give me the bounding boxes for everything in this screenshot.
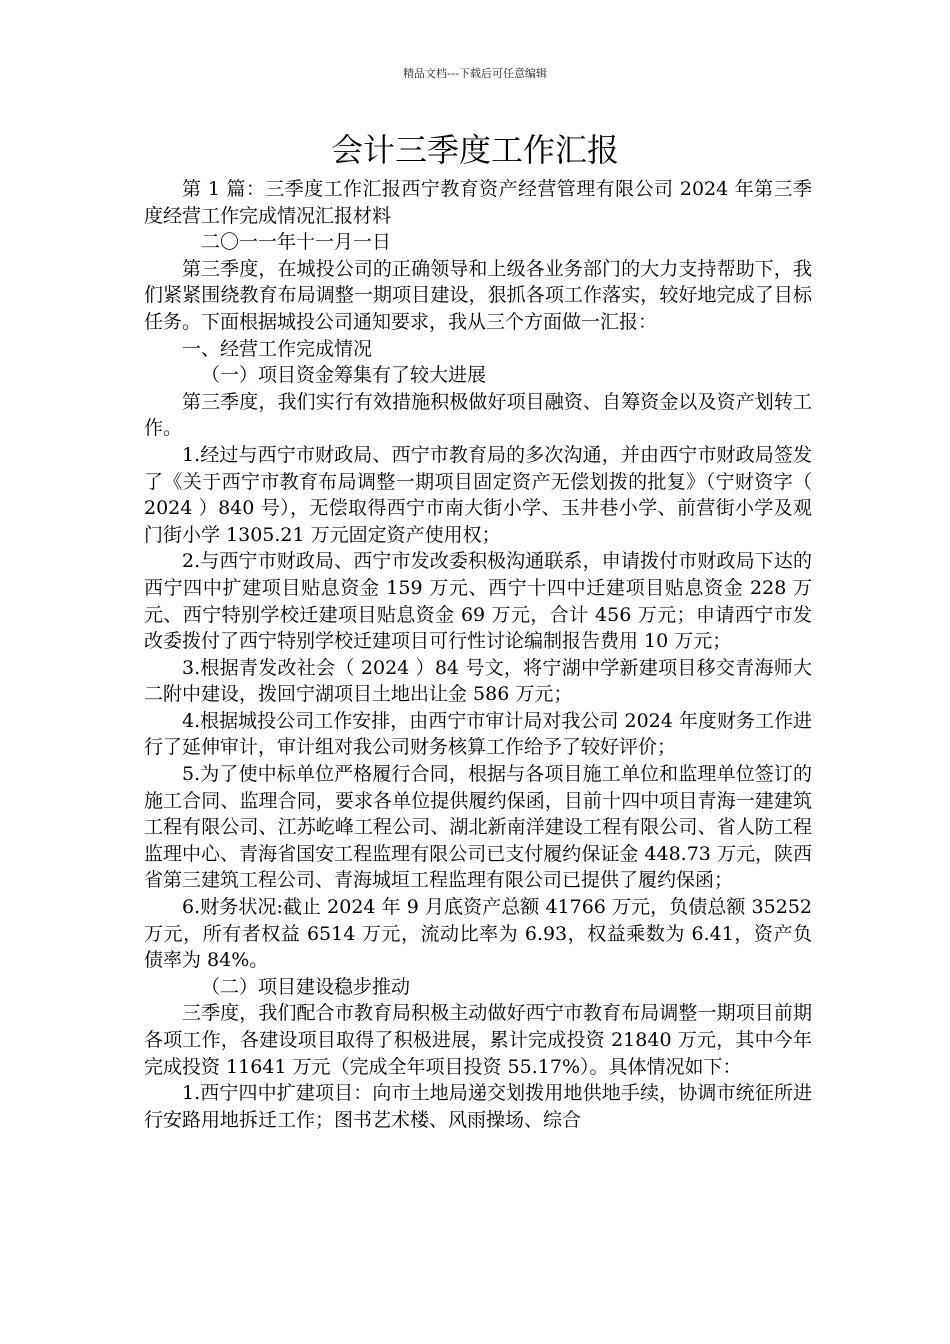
list-item-project-1: 1.西宁四中扩建项目：向市土地局递交划拨用地供地手续，协调市统征所进行安路用地拆迁工作；图书艺术楼、风雨操场、综合 [144, 1082, 812, 1131]
header-note: 精品文档---下载后可任意编辑 [403, 67, 547, 80]
list-item-4: 4.根据城投公司工作安排，由西宁市审计局对我公司 2024 年度财务工作进行了延伸审计，审计组对我公司财务核算工作给予了较好评价； [144, 709, 812, 759]
document-title: 会计三季度工作汇报 [330, 131, 619, 169]
list-item-1: 1.经过与西宁市财政局、西宁市教育局的多次沟通，并由西宁市财政局签发了《关于西宁市教育布局调整一期项目固定资产无偿划拨的批复》（宁财资字（ 2024 ）840 号），无偿取得西宁市南大街小学、玉井巷小学、前营街小学及观门街小学 1305.21 万元固定资产使用权； [144, 443, 812, 546]
paragraph-opening: 第三季度，在城投公司的正确领导和上级各业务部门的大力支持帮助下，我们紧紧围绕教育布局调整一期项目建设，狠抓各项工作落实，较好地完成了目标任务。下面根据城投公司通知要求，我从三个方面做一汇报： [144, 257, 812, 333]
paragraph-intro: 第 1 篇：三季度工作汇报西宁教育资产经营管理有限公司 2024 年第三季度经营工作完成情况汇报材料 [144, 178, 812, 227]
list-item-6: 6.财务状况:截止 2024 年 9 月底资产总额 41766 万元，负债总额 35252 万元，所有者权益 6514 万元，流动比率为 6.93，权益乘数为 6.41，资产负债率为 84%。 [144, 896, 812, 972]
subsection-heading-1: （一）项目资金筹集有了较大进展 [201, 364, 487, 387]
paragraph-construction-summary: 三季度，我们配合市教育局积极主动做好西宁市教育布局调整一期项目前期各项工作，各建设项目取得了积极进展，累计完成投资 21840 万元，其中今年完成投资 11641 万元（完成全年项目投资 55.17%）。具体情况如下： [144, 1002, 812, 1078]
subsection-heading-2: （二）项目建设稳步推动 [201, 975, 411, 998]
list-item-5: 5.为了使中标单位严格履行合同，根据与各项目施工单位和监理单位签订的施工合同、监理合同，要求各单位提供履约保函，目前十四中项目青海一建建筑工程有限公司、江苏屹峰工程公司、湖北新南洋建设工程有限公司、省人防工程监理中心、青海省国安工程监理有限公司已支付履约保证金 448.73 万元，陕西省第三建筑工程公司、青海城垣工程监理有限公司已提供了履约保函； [144, 763, 812, 892]
list-item-2: 2.与西宁市财政局、西宁市发改委积极沟通联系，申请拨付市财政局下达的西宁四中扩建项目贴息资金 159 万元、西宁十四中迁建项目贴息资金 228 万元、西宁特别学校迁建项目贴息资金 69 万元，合计 456 万元；申请西宁市发改委拨付了西宁特别学校迁建项目可行性讨论编制报告费用 10 万元； [144, 550, 812, 653]
section-heading-1: 一、经营工作完成情况 [182, 337, 373, 360]
paragraph-date: 二〇一一年十一月一日 [201, 231, 392, 254]
list-item-3: 3.根据青发改社会（ 2024 ）84 号文，将宁湖中学新建项目移交青海师大二附中建设，拨回宁湖项目土地出让金 586 万元； [144, 656, 812, 706]
document-body [144, 176, 812, 1133]
paragraph-funding-summary: 第三季度，我们实行有效措施积极做好项目融资、自筹资金以及资产划转工作。 [144, 390, 812, 440]
